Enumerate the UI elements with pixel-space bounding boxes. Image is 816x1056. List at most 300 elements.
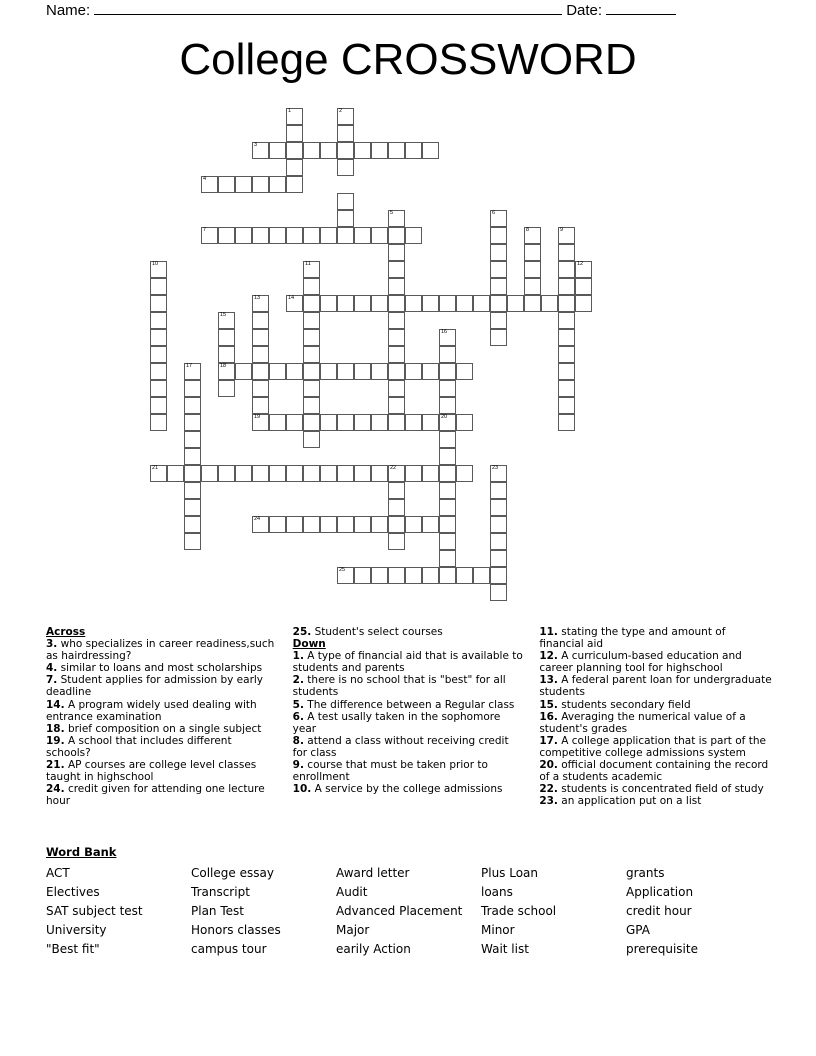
crossword-cell[interactable] <box>439 346 456 363</box>
crossword-cell[interactable] <box>575 278 592 295</box>
clue-item <box>293 699 526 711</box>
crossword-cell[interactable] <box>269 176 286 193</box>
word-bank-word: Electives <box>46 885 100 899</box>
crossword-cell[interactable] <box>388 516 405 533</box>
cell-number: 15 <box>220 312 227 318</box>
crossword-cell[interactable] <box>184 414 201 431</box>
crossword-cell-24[interactable] <box>252 516 269 533</box>
crossword-cell[interactable] <box>252 380 269 397</box>
clue-item <box>539 711 772 735</box>
clue-text: A program widely used dealing with entrance examination <box>46 698 257 723</box>
crossword-cell[interactable] <box>439 482 456 499</box>
crossword-cell[interactable] <box>303 329 320 346</box>
crossword-cell[interactable] <box>371 465 388 482</box>
cell-number: 5 <box>390 210 394 216</box>
crossword-cell[interactable] <box>524 278 541 295</box>
clue-item <box>46 638 279 662</box>
crossword-cell[interactable] <box>303 465 320 482</box>
cell-number: 18 <box>220 363 227 369</box>
crossword-cell[interactable] <box>405 516 422 533</box>
clue-item <box>539 650 772 674</box>
crossword-cell[interactable] <box>303 414 320 431</box>
crossword-cell[interactable] <box>337 125 354 142</box>
word-bank-word: Wait list <box>481 942 529 956</box>
clue-text: credit given for attending one lecture hour <box>46 783 265 808</box>
crossword-cell[interactable] <box>320 363 337 380</box>
crossword-cell[interactable] <box>558 397 575 414</box>
crossword-cell[interactable] <box>558 363 575 380</box>
crossword-cell[interactable] <box>473 567 490 584</box>
word-bank-list <box>46 864 772 959</box>
word-bank-row <box>46 902 772 921</box>
crossword-cell[interactable] <box>184 533 201 550</box>
crossword-cell[interactable] <box>388 278 405 295</box>
crossword-cell[interactable] <box>439 550 456 567</box>
crossword-cell[interactable] <box>541 295 558 312</box>
crossword-cell[interactable] <box>422 142 439 159</box>
crossword-cell[interactable] <box>371 295 388 312</box>
crossword-cell[interactable] <box>405 363 422 380</box>
crossword-cell[interactable] <box>405 465 422 482</box>
crossword-cell[interactable] <box>252 312 269 329</box>
crossword-cell[interactable] <box>388 295 405 312</box>
crossword-cell[interactable] <box>371 142 388 159</box>
clue-number: 15. <box>539 698 558 711</box>
crossword-cell[interactable] <box>303 312 320 329</box>
crossword-cell[interactable] <box>439 448 456 465</box>
crossword-cell[interactable] <box>439 533 456 550</box>
clue-number: 12. <box>539 650 558 663</box>
word-bank-word: credit hour <box>626 904 692 918</box>
crossword-cell-3[interactable] <box>252 142 269 159</box>
crossword-cell[interactable] <box>337 295 354 312</box>
crossword-cell[interactable] <box>286 125 303 142</box>
crossword-cell[interactable] <box>388 227 405 244</box>
crossword-cell[interactable] <box>388 567 405 584</box>
crossword-cell[interactable] <box>388 380 405 397</box>
cell-number: 2 <box>339 108 343 114</box>
crossword-cell[interactable] <box>371 227 388 244</box>
crossword-cell[interactable] <box>575 295 592 312</box>
crossword-cell[interactable] <box>303 380 320 397</box>
crossword-cell[interactable] <box>439 567 456 584</box>
crossword-cell[interactable] <box>269 142 286 159</box>
name-date-line <box>46 2 770 19</box>
crossword-cell[interactable] <box>490 244 507 261</box>
crossword-cell[interactable] <box>320 465 337 482</box>
clue-text: an application put on a list <box>557 795 702 808</box>
clue-number: 11. <box>539 626 558 638</box>
crossword-cell[interactable] <box>235 465 252 482</box>
clue-text: there is no school that is "best" for all students <box>292 674 506 699</box>
crossword-cell[interactable] <box>439 295 456 312</box>
crossword-cell[interactable] <box>269 465 286 482</box>
clue-text: A curriculum-based education and career planning tool for highschool <box>539 650 742 675</box>
crossword-cell[interactable] <box>337 516 354 533</box>
word-bank-row <box>46 921 772 940</box>
cell-number: 21 <box>152 465 159 471</box>
crossword-cell[interactable] <box>184 516 201 533</box>
crossword-cell[interactable] <box>320 142 337 159</box>
clue-item <box>293 711 526 735</box>
clue-number: 18. <box>46 722 65 735</box>
crossword-cell[interactable] <box>456 363 473 380</box>
crossword-cell[interactable] <box>269 363 286 380</box>
crossword-cell[interactable] <box>439 397 456 414</box>
crossword-cell-19[interactable] <box>252 414 269 431</box>
cell-number: 11 <box>305 261 311 267</box>
crossword-cell[interactable] <box>439 380 456 397</box>
crossword-cell[interactable] <box>524 244 541 261</box>
clue-text: A test usally taken in the sophomore year <box>292 710 501 735</box>
crossword-grid[interactable] <box>150 108 610 628</box>
clue-item <box>293 674 526 698</box>
crossword-cell[interactable] <box>286 176 303 193</box>
crossword-cell[interactable] <box>218 465 235 482</box>
crossword-cell[interactable] <box>422 516 439 533</box>
cell-number: 14 <box>288 295 295 301</box>
crossword-cell[interactable] <box>354 414 371 431</box>
crossword-cell[interactable] <box>286 363 303 380</box>
word-bank-word: College essay <box>191 866 274 880</box>
clue-text: brief composition on a single subject <box>64 722 262 735</box>
cell-number: 7 <box>203 227 207 233</box>
crossword-cell[interactable] <box>184 465 201 482</box>
cell-number: 24 <box>254 516 261 522</box>
crossword-cell-25[interactable] <box>337 567 354 584</box>
crossword-cell[interactable] <box>490 227 507 244</box>
crossword-cell[interactable] <box>456 295 473 312</box>
crossword-cell[interactable] <box>320 516 337 533</box>
crossword-cell-7[interactable] <box>201 227 218 244</box>
crossword-cell[interactable] <box>405 567 422 584</box>
crossword-cell-9[interactable] <box>558 227 575 244</box>
word-bank-word: Minor <box>481 923 515 937</box>
crossword-cell[interactable] <box>354 295 371 312</box>
crossword-cell[interactable] <box>303 397 320 414</box>
crossword-cell-4[interactable] <box>201 176 218 193</box>
crossword-cell[interactable] <box>269 414 286 431</box>
crossword-cell[interactable] <box>422 295 439 312</box>
crossword-cell[interactable] <box>150 380 167 397</box>
crossword-cell[interactable] <box>490 516 507 533</box>
clue-number: 22. <box>539 783 558 796</box>
crossword-cell[interactable] <box>524 295 541 312</box>
crossword-cell[interactable] <box>388 346 405 363</box>
crossword-cell-6[interactable] <box>490 210 507 227</box>
crossword-cell[interactable] <box>269 516 286 533</box>
clue-number: 16. <box>539 710 558 723</box>
crossword-cell[interactable] <box>388 244 405 261</box>
crossword-cell[interactable] <box>490 329 507 346</box>
crossword-cell[interactable] <box>286 465 303 482</box>
crossword-cell[interactable] <box>422 414 439 431</box>
crossword-cell[interactable] <box>252 465 269 482</box>
crossword-cell[interactable] <box>337 142 354 159</box>
crossword-cell[interactable] <box>354 227 371 244</box>
crossword-cell[interactable] <box>388 499 405 516</box>
clue-text: students secondary field <box>557 698 691 711</box>
crossword-cell[interactable] <box>286 414 303 431</box>
crossword-cell[interactable] <box>354 363 371 380</box>
crossword-cell[interactable] <box>456 567 473 584</box>
crossword-cell[interactable] <box>558 346 575 363</box>
clue-text: A college application that is part of the competitive college admissions system <box>539 734 766 759</box>
crossword-cell[interactable] <box>286 227 303 244</box>
clue-number: 17. <box>539 734 558 747</box>
clue-number: 21. <box>46 759 65 772</box>
crossword-cell[interactable] <box>337 159 354 176</box>
crossword-cell[interactable] <box>337 465 354 482</box>
clue-number: 1. <box>292 650 304 663</box>
clue-item <box>293 626 526 638</box>
crossword-cell[interactable] <box>218 346 235 363</box>
crossword-cell[interactable] <box>558 278 575 295</box>
clue-text: similar to loans and most scholarships <box>57 662 263 675</box>
crossword-cell[interactable] <box>439 516 456 533</box>
crossword-cell[interactable] <box>439 499 456 516</box>
crossword-cell[interactable] <box>184 499 201 516</box>
crossword-cell-1[interactable] <box>286 108 303 125</box>
crossword-cell[interactable] <box>507 295 524 312</box>
crossword-cell-12[interactable] <box>575 261 592 278</box>
crossword-cell[interactable] <box>490 567 507 584</box>
crossword-cell[interactable] <box>150 312 167 329</box>
crossword-cell[interactable] <box>286 159 303 176</box>
word-bank-word: Trade school <box>481 904 557 918</box>
crossword-cell[interactable] <box>456 465 473 482</box>
crossword-cell[interactable] <box>422 567 439 584</box>
cell-number: 20 <box>441 414 448 420</box>
crossword-cell[interactable] <box>252 397 269 414</box>
crossword-cell[interactable] <box>490 550 507 567</box>
crossword-cell[interactable] <box>388 142 405 159</box>
word-bank-heading: Word Bank <box>46 845 117 859</box>
crossword-cell[interactable] <box>303 431 320 448</box>
crossword-cell[interactable] <box>150 329 167 346</box>
crossword-cell-13[interactable] <box>252 295 269 312</box>
crossword-cell[interactable] <box>354 567 371 584</box>
word-bank-word: "Best fit" <box>46 942 100 956</box>
crossword-cell[interactable] <box>201 465 218 482</box>
crossword-cell[interactable] <box>303 346 320 363</box>
crossword-cell[interactable] <box>337 210 354 227</box>
crossword-cell[interactable] <box>252 227 269 244</box>
crossword-cell[interactable] <box>303 142 320 159</box>
crossword-cell[interactable] <box>218 329 235 346</box>
crossword-cell[interactable] <box>490 278 507 295</box>
crossword-cell-11[interactable] <box>303 261 320 278</box>
crossword-cell[interactable] <box>235 227 252 244</box>
crossword-cell[interactable] <box>388 363 405 380</box>
crossword-cell[interactable] <box>320 414 337 431</box>
cell-number: 22 <box>390 465 397 471</box>
crossword-cell-23[interactable] <box>490 465 507 482</box>
crossword-cell[interactable] <box>388 533 405 550</box>
crossword-cell[interactable] <box>473 295 490 312</box>
cell-number: 9 <box>560 227 564 233</box>
clue-number: 23. <box>539 795 558 808</box>
clue-number: 2. <box>292 674 304 687</box>
word-bank-word: Application <box>626 885 694 899</box>
crossword-cell[interactable] <box>558 329 575 346</box>
crossword-cell[interactable] <box>558 312 575 329</box>
crossword-cell[interactable] <box>184 380 201 397</box>
crossword-cell[interactable] <box>337 193 354 210</box>
crossword-cell[interactable] <box>405 295 422 312</box>
crossword-cell[interactable] <box>184 482 201 499</box>
crossword-cell[interactable] <box>252 329 269 346</box>
crossword-cell[interactable] <box>490 261 507 278</box>
crossword-cell[interactable] <box>422 465 439 482</box>
crossword-cell[interactable] <box>371 516 388 533</box>
clue-item <box>46 723 279 735</box>
crossword-cell[interactable] <box>439 363 456 380</box>
crossword-cell-21[interactable] <box>150 465 167 482</box>
crossword-cell[interactable] <box>490 499 507 516</box>
clue-item <box>539 699 772 711</box>
crossword-cell[interactable] <box>269 227 286 244</box>
clue-text: The difference between a Regular class <box>303 698 515 711</box>
crossword-cell[interactable] <box>184 448 201 465</box>
crossword-cell[interactable] <box>303 278 320 295</box>
clue-text: A type of financial aid that is available to students and parents <box>292 650 523 675</box>
crossword-cell-18[interactable] <box>218 363 235 380</box>
crossword-cell[interactable] <box>490 533 507 550</box>
clue-number: 24. <box>46 783 65 796</box>
crossword-cell[interactable] <box>371 414 388 431</box>
clue-item <box>539 759 772 783</box>
crossword-cell[interactable] <box>524 261 541 278</box>
crossword-cell-17[interactable] <box>184 363 201 380</box>
clue-item <box>46 674 279 698</box>
crossword-cell[interactable] <box>490 312 507 329</box>
clue-item <box>539 626 772 650</box>
crossword-cell[interactable] <box>558 244 575 261</box>
crossword-cell[interactable] <box>456 414 473 431</box>
crossword-cell[interactable] <box>388 329 405 346</box>
crossword-cell[interactable] <box>371 363 388 380</box>
crossword-cell[interactable] <box>150 346 167 363</box>
crossword-cell[interactable] <box>405 142 422 159</box>
crossword-cell[interactable] <box>303 295 320 312</box>
word-bank-word: Plus Loan <box>481 866 539 880</box>
cell-number: 12 <box>577 261 584 267</box>
crossword-cell[interactable] <box>354 465 371 482</box>
crossword-cell[interactable] <box>286 516 303 533</box>
crossword-cell[interactable] <box>150 414 167 431</box>
crossword-cell-15[interactable] <box>218 312 235 329</box>
crossword-cell-10[interactable] <box>150 261 167 278</box>
crossword-cell[interactable] <box>252 346 269 363</box>
crossword-cell[interactable] <box>286 142 303 159</box>
crossword-cell[interactable] <box>218 227 235 244</box>
crossword-cell[interactable] <box>439 465 456 482</box>
crossword-cell[interactable] <box>388 312 405 329</box>
crossword-cell[interactable] <box>252 363 269 380</box>
crossword-cell[interactable] <box>303 227 320 244</box>
crossword-cell-16[interactable] <box>439 329 456 346</box>
word-bank-word: Award letter <box>336 866 410 880</box>
crossword-cell-8[interactable] <box>524 227 541 244</box>
crossword-cell[interactable] <box>371 567 388 584</box>
crossword-cell[interactable] <box>150 278 167 295</box>
crossword-cell[interactable] <box>303 363 320 380</box>
clue-text: AP courses are college level classes taught in highschool <box>46 759 257 784</box>
crossword-cell[interactable] <box>252 176 269 193</box>
cell-number: 16 <box>441 329 448 335</box>
crossword-cell[interactable] <box>490 482 507 499</box>
crossword-cell-22[interactable] <box>388 465 405 482</box>
clue-number: 6. <box>292 710 304 723</box>
word-bank-word: SAT subject test <box>46 904 143 918</box>
word-bank-word: campus tour <box>191 942 267 956</box>
crossword-cell[interactable] <box>320 295 337 312</box>
crossword-cell[interactable] <box>150 397 167 414</box>
crossword-cell-2[interactable] <box>337 108 354 125</box>
crossword-cell[interactable] <box>490 295 507 312</box>
clue-text: A service by the college admissions <box>311 783 503 796</box>
crossword-cell[interactable] <box>167 465 184 482</box>
name-write-line[interactable] <box>94 3 562 15</box>
crossword-cell[interactable] <box>388 397 405 414</box>
crossword-cell[interactable] <box>558 261 575 278</box>
crossword-cell-5[interactable] <box>388 210 405 227</box>
crossword-cell[interactable] <box>388 482 405 499</box>
crossword-cell[interactable] <box>150 295 167 312</box>
crossword-cell[interactable] <box>184 431 201 448</box>
date-write-line[interactable] <box>606 3 676 15</box>
crossword-cell[interactable] <box>558 414 575 431</box>
crossword-cell[interactable] <box>235 363 252 380</box>
word-bank-word: prerequisite <box>626 942 698 956</box>
crossword-cell[interactable] <box>388 261 405 278</box>
crossword-cell[interactable] <box>422 363 439 380</box>
cell-number: 1 <box>288 108 292 114</box>
crossword-cell[interactable] <box>337 414 354 431</box>
clue-text: A federal parent loan for undergraduate students <box>539 674 772 699</box>
crossword-cell[interactable] <box>303 516 320 533</box>
crossword-cell[interactable] <box>490 584 507 601</box>
clues-section <box>46 626 772 807</box>
crossword-cell[interactable] <box>439 431 456 448</box>
crossword-cell[interactable] <box>354 516 371 533</box>
crossword-cell-14[interactable] <box>286 295 303 312</box>
crossword-cell[interactable] <box>150 363 167 380</box>
crossword-cell[interactable] <box>388 414 405 431</box>
crossword-cell-20[interactable] <box>439 414 456 431</box>
word-bank-word: GPA <box>626 923 650 937</box>
crossword-cell[interactable] <box>218 380 235 397</box>
crossword-cell[interactable] <box>354 142 371 159</box>
word-bank-row <box>46 864 772 883</box>
crossword-cell[interactable] <box>405 414 422 431</box>
crossword-cell[interactable] <box>337 227 354 244</box>
clue-text: stating the type and amount of financial aid <box>539 626 726 651</box>
clue-item <box>293 783 526 795</box>
crossword-cell[interactable] <box>320 227 337 244</box>
cell-number: 8 <box>526 227 530 233</box>
crossword-cell[interactable] <box>218 176 235 193</box>
crossword-cell[interactable] <box>405 227 422 244</box>
crossword-cell[interactable] <box>558 295 575 312</box>
crossword-cell[interactable] <box>235 176 252 193</box>
clue-item <box>46 735 279 759</box>
crossword-cell[interactable] <box>184 397 201 414</box>
crossword-cell[interactable] <box>558 380 575 397</box>
word-bank-word: Honors classes <box>191 923 281 937</box>
crossword-cell[interactable] <box>337 363 354 380</box>
